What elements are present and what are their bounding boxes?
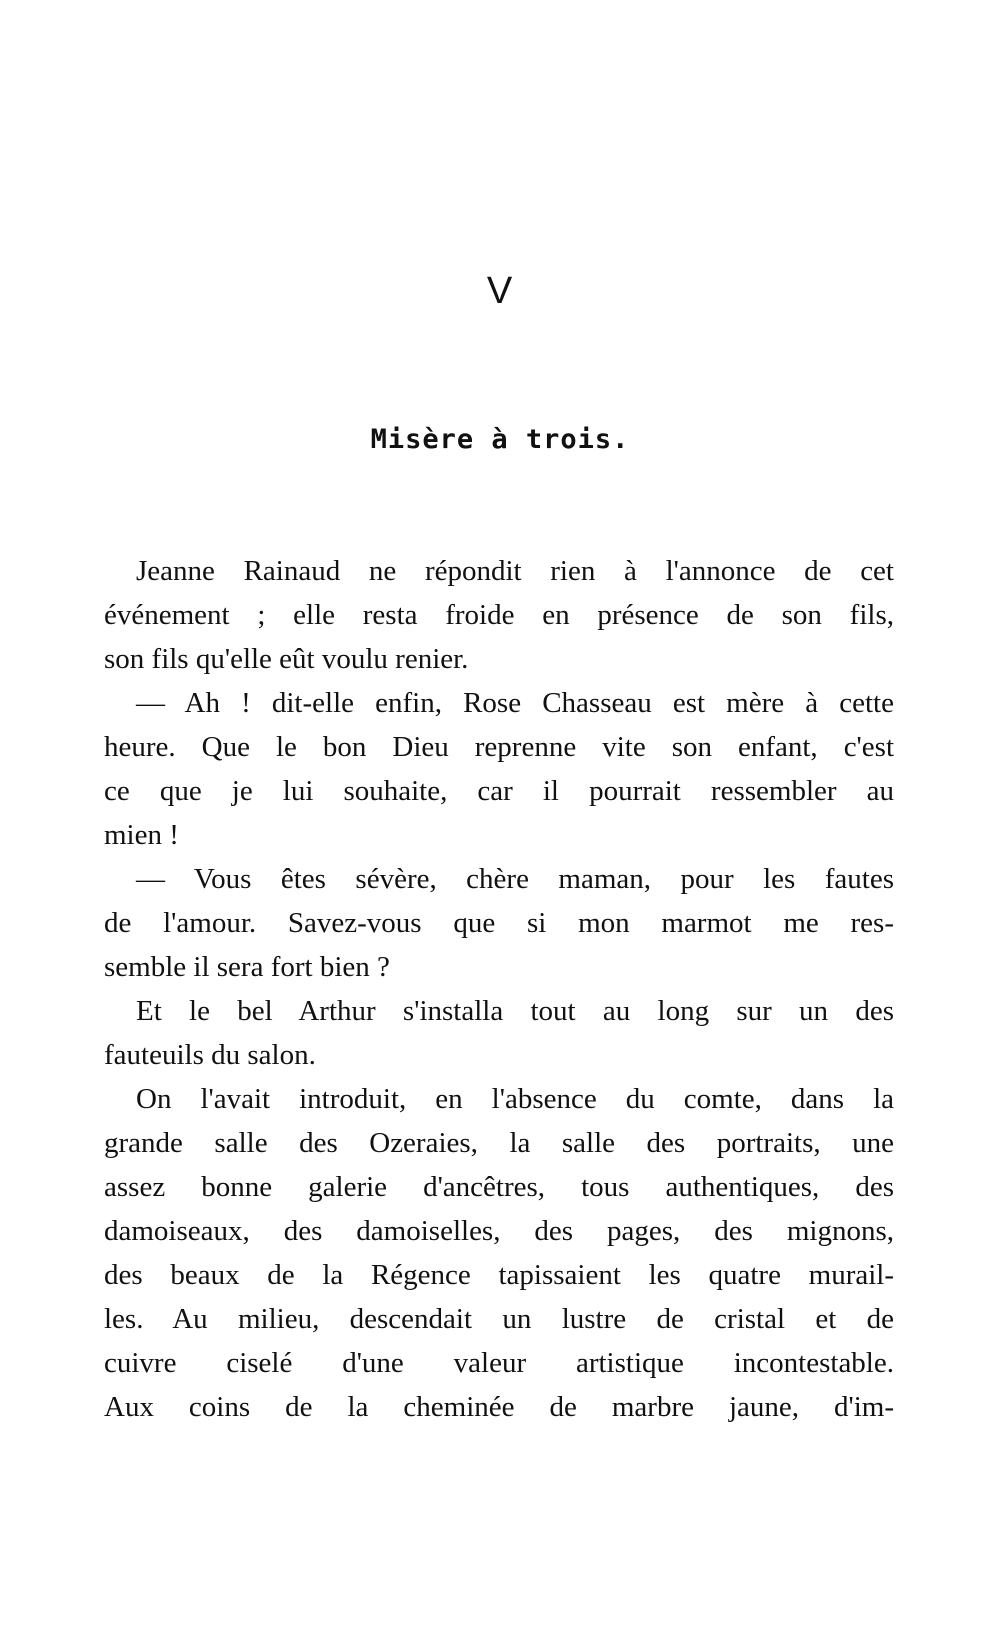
chapter-number: V <box>486 270 514 312</box>
text-line: Aux coins de la cheminée de marbre jaune, d'im- <box>104 1391 894 1423</box>
paragraph <box>104 549 894 681</box>
chapter-title: Misère à trois. <box>370 424 630 455</box>
text-line: les. Au milieu, descendait un lustre de cristal et de <box>104 1303 894 1335</box>
text-line: ce que je lui souhaite, car il pourrait ressembler au <box>104 775 894 807</box>
text-line: des beaux de la Régence tapissaient les quatre murail- <box>104 1259 894 1291</box>
text-line: damoiseaux, des damoiselles, des pages, des mignons, <box>104 1215 894 1247</box>
text-line: Jeanne Rainaud ne répondit rien à l'annonce de cet <box>136 555 894 587</box>
text-line: grande salle des Ozeraies, la salle des portraits, une <box>104 1127 894 1159</box>
paragraph <box>104 989 894 1077</box>
text-line: — Ah ! dit-elle enfin, Rose Chasseau est mère à cette <box>136 687 894 719</box>
paragraph <box>104 1077 894 1429</box>
text-line: son fils qu'elle eût voulu renier. <box>104 643 469 675</box>
paragraph <box>104 681 894 857</box>
text-line: événement ; elle resta froide en présence de son fils, <box>104 599 894 631</box>
text-line: cuivre ciselé d'une valeur artistique incontestable. <box>104 1347 894 1379</box>
text-line: Et le bel Arthur s'installa tout au long sur un des <box>136 995 894 1027</box>
text-line: heure. Que le bon Dieu reprenne vite son enfant, c'est <box>104 731 894 763</box>
text-line: mien ! <box>104 819 179 851</box>
body-text <box>104 549 894 1429</box>
paragraph <box>104 857 894 989</box>
text-line: assez bonne galerie d'ancêtres, tous authentiques, des <box>104 1171 894 1203</box>
text-line: de l'amour. Savez-vous que si mon marmot me res- <box>104 907 894 939</box>
text-line: semble il sera fort bien ? <box>104 951 390 983</box>
text-line: On l'avait introduit, en l'absence du comte, dans la <box>136 1083 894 1115</box>
text-line: fauteuils du salon. <box>104 1039 316 1071</box>
text-line: — Vous êtes sévère, chère maman, pour les fautes <box>136 863 894 895</box>
